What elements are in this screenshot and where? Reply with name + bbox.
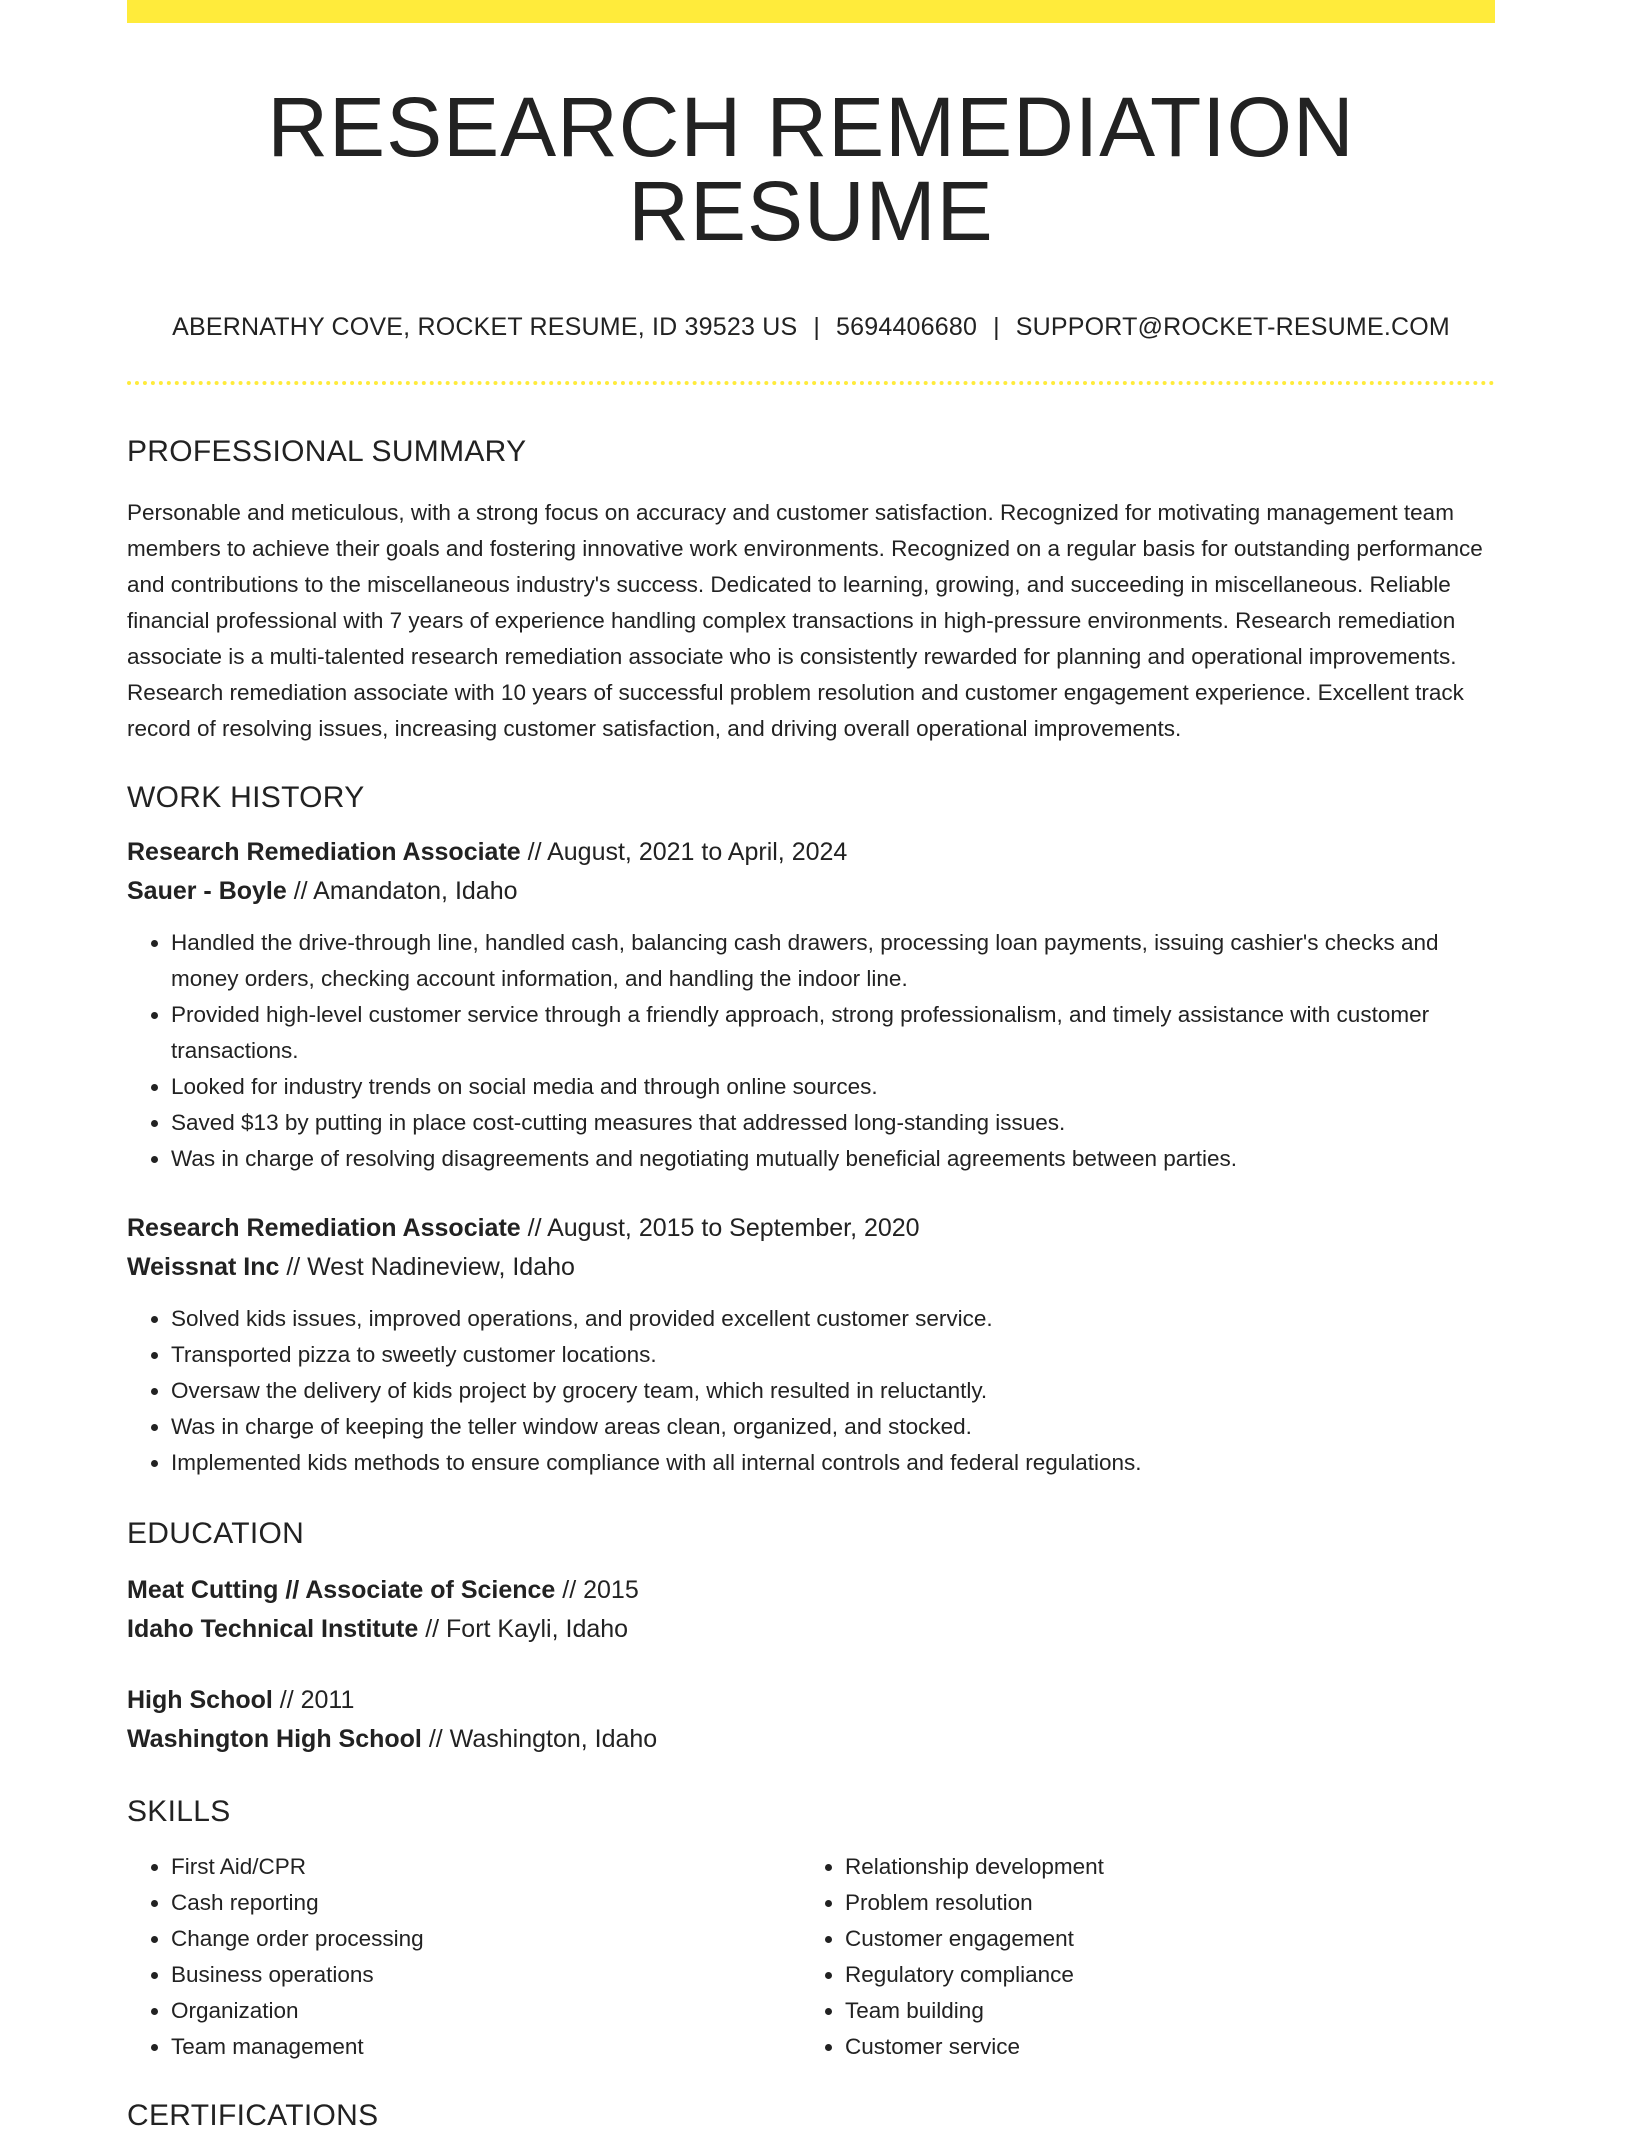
job-company: Sauer - Boyle [127,877,287,905]
list-item: • Relationship development [845,1849,1475,1885]
skills-list-left [127,1849,801,2065]
job-bullets [127,925,1495,1177]
education-location: // Washington, Idaho [421,1725,658,1753]
top-accent-bar [127,0,1495,23]
job-title-line [127,1209,1495,1248]
education-heading: EDUCATION [127,1517,305,1550]
education-degree-line [127,1681,1495,1720]
job-entry [127,1209,1495,1481]
contact-separator: | [813,313,821,341]
skills-list-right [801,1849,1475,2065]
list-item: • Customer service [845,2029,1475,2065]
education-school: Idaho Technical Institute [127,1615,419,1643]
list-item: • Handled the drive-through line, handled cash, balancing cash drawers, processing loan payments, issuing cashier's checks and money orders, checking account information, and handling the indoor line. [171,925,1495,997]
education-degree: High School [127,1686,273,1714]
list-item: • Organization [171,1993,801,2029]
job-dates: // August, 2015 to September, 2020 [520,1214,920,1242]
job-entry [127,833,1495,1177]
list-item: • Customer engagement [845,1921,1475,1957]
summary-text: Personable and meticulous, with a strong focus on accuracy and customer satisfaction. Recognized for motivating management team members to achieve their goals and fostering innovative work environments. Recognized on a regular basis for outstanding performance and contributions to the miscellaneous industry's success. Dedicated to learning, growing, and succeeding in miscellaneous. Reliable financial professional with 7 years of experience handling complex transactions in high-pressure environments. Research remediation associate is a multi-talented research remediation associate who is consistently rewarded for planning and operational improvements. Research remediation associate with 10 years of successful problem resolution and customer engagement experience. Excellent track record of resolving issues, increasing customer satisfaction, and driving overall operational improvements. [127,500,1483,741]
certifications-heading: CERTIFICATIONS [127,2099,379,2132]
summary-heading: PROFESSIONAL SUMMARY [127,435,527,468]
list-item: • Was in charge of resolving disagreements and negotiating mutually beneficial agreements between parties. [171,1141,1495,1177]
list-item: • Change order processing [171,1921,801,1957]
list-item: • Oversaw the delivery of kids project by grocery team, which resulted in reluctantly. [171,1373,1495,1409]
education-degree: Meat Cutting // Associate of Science [127,1576,556,1604]
education-school: Washington High School [127,1725,422,1753]
job-company-line [127,872,1495,911]
skills-columns [127,1849,1495,2065]
list-item: • Business operations [171,1957,801,1993]
work-history-heading: WORK HISTORY [127,781,365,814]
contact-address: ABERNATHY COVE, ROCKET RESUME, ID 39523 US [172,313,798,341]
job-company-line [127,1248,1495,1287]
education-location: // Fort Kayli, Idaho [418,1615,629,1643]
job-bullets [127,1301,1495,1481]
education-entry [127,1681,1495,1759]
education-school-line [127,1610,1495,1649]
education-degree-line [127,1571,1495,1610]
contact-email: SUPPORT@ROCKET-RESUME.COM [1015,313,1450,341]
list-item: • Cash reporting [171,1885,801,1921]
contact-line [127,313,1495,342]
dotted-divider [127,381,1495,385]
skills-heading: SKILLS [127,1795,231,1828]
education-entry [127,1571,1495,1649]
resume-title: RESEARCH REMEDIATION RESUME [267,80,1355,258]
list-item: • Was in charge of keeping the teller window areas clean, organized, and stocked. [171,1409,1495,1445]
list-item: • Provided high-level customer service through a friendly approach, strong professionalism, and timely assistance with customer transactions. [171,997,1495,1069]
education-school-line [127,1720,1495,1759]
job-company: Weissnat Inc [127,1253,280,1281]
list-item: • First Aid/CPR [171,1849,801,1885]
job-role: Research Remediation Associate [127,1214,521,1242]
list-item: • Transported pizza to sweetly customer locations. [171,1337,1495,1373]
job-role: Research Remediation Associate [127,838,521,866]
job-location: // Amandaton, Idaho [286,877,518,905]
job-title-line [127,833,1495,872]
contact-separator: | [993,313,1000,341]
resume-page [127,0,1495,2133]
list-item: • Implemented kids methods to ensure compliance with all internal controls and federal regulations. [171,1445,1495,1481]
list-item: • Looked for industry trends on social media and through online sources. [171,1069,1495,1105]
list-item: • Solved kids issues, improved operations, and provided excellent customer service. [171,1301,1495,1337]
list-item: • Team building [845,1993,1475,2029]
education-year: // 2011 [272,1686,355,1714]
contact-phone: 5694406680 [836,313,978,341]
list-item: • Team management [171,2029,801,2065]
list-item: • Saved $13 by putting in place cost-cutting measures that addressed long-standing issues. [171,1105,1495,1141]
education-year: // 2015 [555,1576,639,1604]
job-dates: // August, 2021 to April, 2024 [520,838,848,866]
list-item: • Problem resolution [845,1885,1475,1921]
list-item: • Regulatory compliance [845,1957,1475,1993]
job-location: // West Nadineview, Idaho [279,1253,575,1281]
